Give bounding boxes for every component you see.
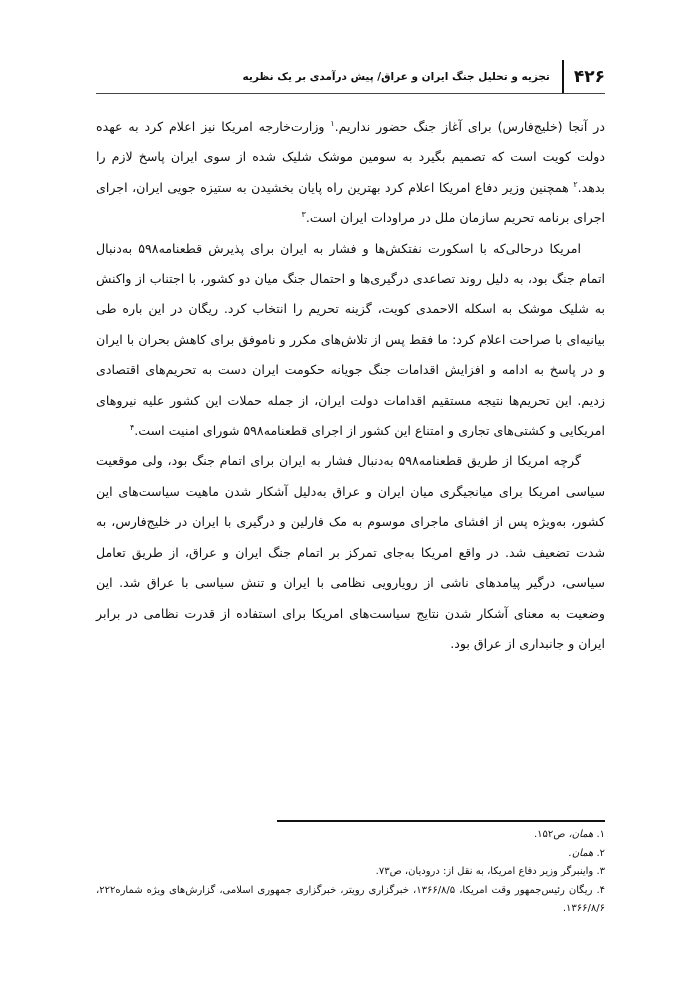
footnote-ref-3: ۳ <box>301 210 306 220</box>
header-rule <box>96 93 605 94</box>
footnote-ref-2: ۲ <box>573 179 578 189</box>
footnote-4 <box>96 882 605 919</box>
footnote-text: ریگان رئیس‌جمهور وقت امریکا، ۱۳۶۶/۸/۵، خبرگزاری رویتر، خبرگزاری جمهوری اسلامی، گزارش‌های ویژه شماره۲۲۲، ۱۳۶۶/۸/۶. <box>96 884 605 914</box>
paragraph-2-text: امریکا درحالی‌که با اسکورت نفتکش‌ها و فشار به ایران برای پذیرش قطعنامه۵۹۸ به‌دنبال اتمام جنگ بود، به دلیل روند تصاعدی درگیری‌ها و احتمال جنگ میان دو کشور، با اجتناب از واکنش به شلیک موشک به اسکله الاحمدی کویت، گزینه تحریم را انتخاب کرد. ریگان در این باره طی بیانیه‌ای با صراحت اعلام کرد: ما فقط پس از تلاش‌های مکرر و ناموفق برای کاهش بحران با ایران و در پاسخ به ادامه و افزایش اقدامات جنگ جویانه حکومت ایران دست به تحریم‌های اقتصادی زدیم. این تحریم‌ها نتیجه مستقیم اقدامات دولت ایران، از جمله حملات این کشور علیه نیروهای امریکایی و کشتی‌های تجاری و امتناع این کشور از اجرای قطعنامه۵۹۸ شورای امنیت است. <box>96 240 605 439</box>
footnote-text: ص۱۵۲. <box>533 829 569 840</box>
paragraph-3 <box>96 446 605 659</box>
paragraph-2 <box>96 234 605 447</box>
footnote-italic: همان. <box>568 847 594 859</box>
footnote-1 <box>96 826 605 845</box>
paragraph-1-text-c: همچنین وزیر دفاع امریکا اعلام کرد بهترین راه پایان بخشیدن به ستیزه جویی ایران، اجرای اجرای برنامه تحریم سازمان ملل در مراودات ایران است. <box>96 179 605 226</box>
footnote-separator <box>277 820 605 822</box>
paragraph-1 <box>96 112 605 234</box>
footnote-ref-4: ۴ <box>129 422 135 432</box>
footnote-number: ۴. <box>592 884 606 896</box>
footnotes <box>96 826 605 919</box>
footnote-number: ۳. <box>593 866 605 877</box>
footnote-text: واینبرگر وزیر دفاع امریکا، به نقل از: درودیان، ص۷۳. <box>375 866 594 877</box>
footnote-number: ۲. <box>593 847 605 859</box>
footnote-2 <box>96 845 605 864</box>
paragraph-1-text-a: در آنجا (خلیج‌فارس) برای آغاز جنگ حضور نداریم. <box>334 119 605 134</box>
paragraph-1-text-b: وزارت‌خارجه امریکا نیز اعلام کرد به عهده دولت کویت است که تصمیم بگیرد به سومین موشک شلیک شده از سوی ایران پاسخ لازم را بدهد. <box>96 119 605 195</box>
body-text <box>96 112 605 659</box>
page-number: ۴۲۶ <box>562 60 605 94</box>
paragraph-3-text: گرچه امریکا از طریق قطعنامه۵۹۸ به‌دنبال فشار به ایران برای اتمام جنگ بود، ولی موقعیت سیاسی امریکا برای میانجیگری میان ایران و عراق به‌دلیل آشکار شدن ماهیت سیاست‌های این کشور، به‌ویژه پس از افشای ماجرای موسوم به مک فارلین و درگیری با ایران در خلیج‌فارس، به شدت تضعیف شد. در واقع امریکا به‌جای تمرکز بر اتمام جنگ ایران و عراق، از طریق تعامل سیاسی، درگیر پیامدهای ناشی از رویارویی نظامی با ایران و تنش سیاسی با عراق شد. این وضعیت به معنای آشکار شدن نتایج سیاست‌های امریکا برای استفاده از قدرت نظامی در برابر ایران و جانبداری از عراق بود. <box>96 453 605 651</box>
page-header <box>96 60 605 94</box>
footnote-ref-1: ۱ <box>330 118 335 128</box>
footnote-number: ۱. <box>593 829 605 840</box>
running-title: تجزیه و تحلیل جنگ ایران و عراق/ پیش درآمدی بر یک نظریه <box>242 71 550 83</box>
footnote-italic: همان، <box>568 829 594 840</box>
footnote-3 <box>96 863 605 882</box>
